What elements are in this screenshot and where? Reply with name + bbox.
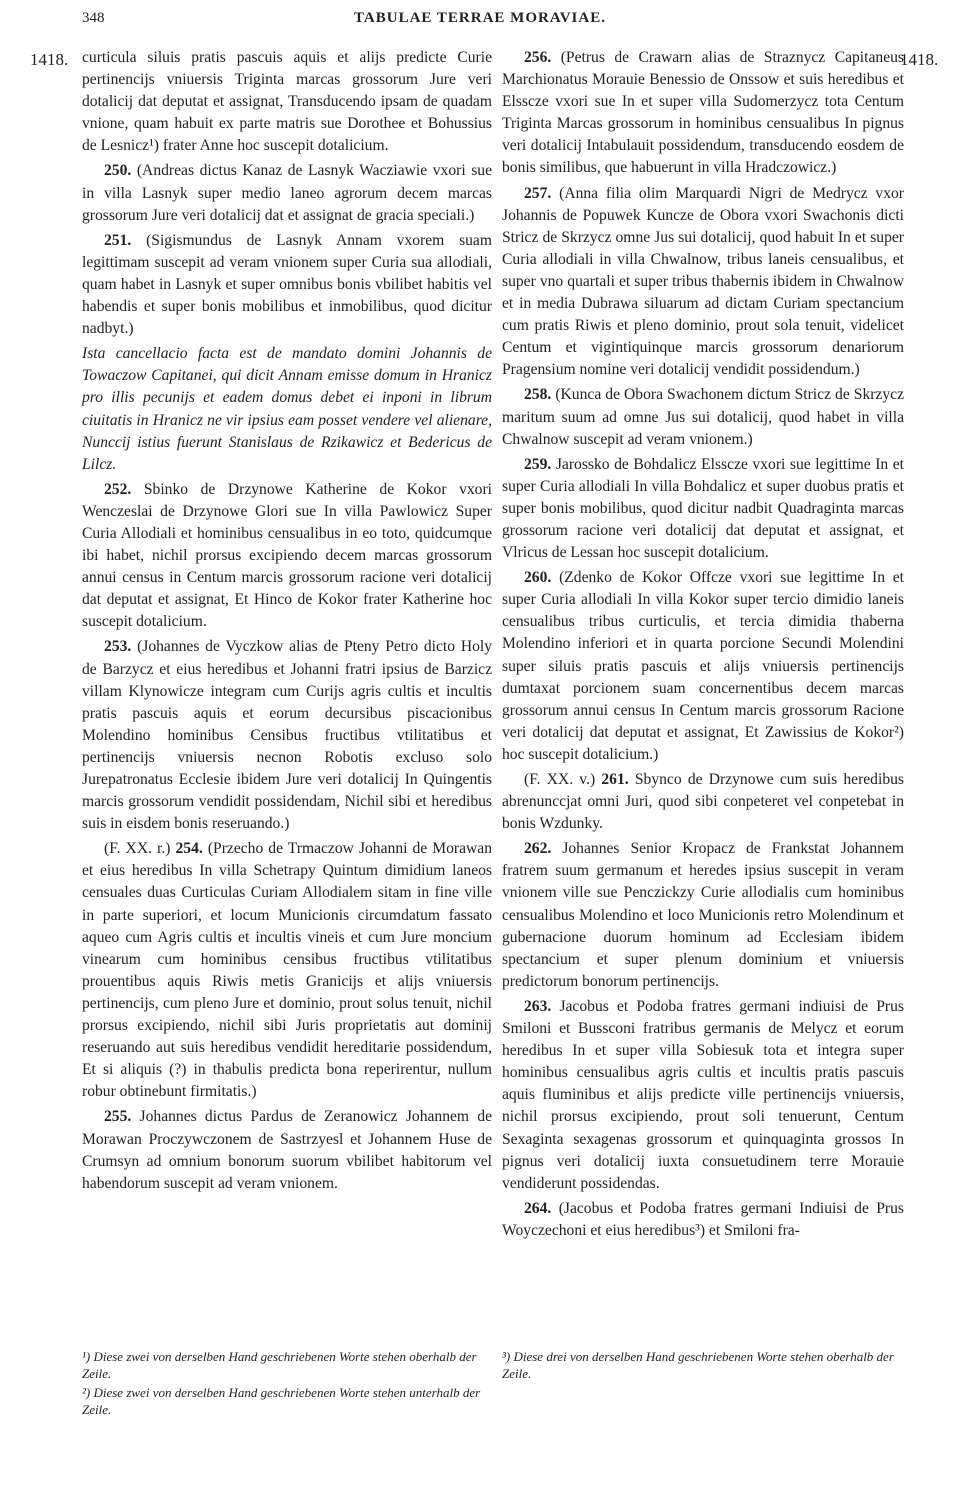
margin-year-left: 1418.	[30, 50, 69, 69]
entry-number: 250.	[104, 162, 132, 180]
entry-paragraph	[502, 996, 904, 1195]
footnote: ¹) Diese zwei von derselben Hand geschriebenen Worte stehen oberhalb der Zeile.	[82, 1349, 477, 1381]
entry-number: 264.	[524, 1199, 552, 1217]
entry-text: Johannes dictus Pardus de Zeranowicz Johannem de Morawan Proczywczonem de Sastrzyesl et Johannem Huse de Crumsyn ad omnium bonorum suorum vbilibet habitorum vel habendorum suscepit ad veram vnionem.	[82, 1108, 492, 1192]
entry-number: 257.	[524, 184, 552, 202]
left-text-column	[82, 47, 492, 1198]
entry-number: 260.	[524, 569, 552, 587]
entry-text: (Andreas dictus Kanaz de Lasnyk Wacziawie vxori sue in villa Lasnyk super medio laneo agrorum decem marcas grossorum Jure veri dotalicij dat et assignat de gracia speciali.)	[82, 162, 492, 224]
entry-text: curticula siluis pratis pascuis aquis et alijs predicte Curie pertinencijs vniuersis Triginta marcas grossorum Jure veri dotalicij dat deputat et assignat, Transducendo ipsam de quadam vnione, quam habuit ex parte matris sue Dorothee et Bohussius de Lesnicz¹) frater Anne hoc suscepit dotalicium.	[82, 49, 492, 155]
entry-number: 255.	[104, 1108, 132, 1126]
entry-number: 253.	[104, 638, 132, 656]
entry-text: (Kunca de Obora Swachonem dictum Stricz de Skrzycz maritum suum ad omne Jus sui dotalicij, quod habet in villa Chwalnow suscepit ad veram vnionem.)	[502, 386, 904, 448]
folio-reference: (F. XX. r.)	[104, 840, 171, 858]
entry-number: 258.	[524, 386, 552, 404]
margin-year-right: 1418.	[900, 50, 939, 69]
entry-text: (Anna filia olim Marquardi Nigri de Medrycz vxor Johannis de Popuwek Kuncze de Obora vxori Swachonis dicti Stricz de Skrzycz omne Jus sui dotalicij, quod habuit In et super Curia allodiali in villa Chwalnow, tribus laneis censualibus, et super vno quartali et super tribus thabernis ibidem in Chwalnow et in media Dubrawa siluarum ad dictam Curiam spectancium cum pratis Riwis et pleno dominio, prout sola tenuit, videlicet Centum et vigintiquinque marcis grossorum denariorum Pragensium nomine veri dotalicij vendidit possidendum.)	[502, 184, 904, 379]
entry-number: 261.	[601, 771, 629, 788]
entry-paragraph	[502, 384, 904, 450]
entry-paragraph	[82, 838, 492, 1103]
entry-number: 254.	[175, 840, 203, 858]
entry-paragraph	[502, 769, 904, 835]
entry-paragraph	[82, 160, 492, 226]
entry-text: Sbynco de Drzynowe cum suis heredibus abrenunccjat omni Juri, quod sibi conpeteret vel conpetebat in bonis Wzdunky.	[502, 771, 904, 833]
entry-number: 251.	[104, 231, 132, 249]
entry-text: (Johannes de Vyczkow alias de Pteny Petro dicto Holy de Barzycz et eius heredibus et Johanni fratri ipsius de Barzicz villam Klynowicze integram cum Curijs agris cultis et incultis pratis pascuis aquis et eorum decursibus piscacionibus Molendino hominibus Censibus fructibus vtilitatibus et pertinencijs vniuersis necnon Robotis excluso solo Jurepatronatus Ecclesie ibidem Jure veri dotalicij In Quingentis marcis grossorum vendidit possidendam, Nichil sibi et heredibus suis in eisdem bonis reseruando.)	[82, 638, 493, 833]
entry-text: Jarossko de Bohdalicz Elsscze vxori sue legittime In et super Curia allodiali In villa Bohdalicz et super duobus pratis et super bonis mobilibus, quod dicitur nadbit Quadraginta marcas grossorum racione veri dotalicij dat deputat et assignat, et Vlricus de Lessan hoc suscepit dotalicium.	[502, 455, 904, 562]
footnotes-left	[82, 1348, 492, 1420]
footnotes-right	[502, 1348, 904, 1384]
page-number: 348	[82, 10, 105, 26]
right-text-column	[502, 47, 904, 1245]
entry-text: Ista cancellacio facta est de mandato domini Johannis de Towaczow Capitanei, qui dicit Annam emisse domum in Hranicz pro illis pecunijs et eadem domus debet ei inponi in librum ciuitatis in Hranicz ne vir ipsius eam posset vendere vel alienare, Nunccij istius fuerunt Stanislaus de Rzikawicz et Bedericus de Lilcz.	[82, 345, 492, 473]
entry-text: (Przecho de Trmaczow Johanni de Morawan et eius heredibus In villa Schetrapy Quintum dimidium laneos censuales duas Curticulas Curiam Allodialem sitam in fine ville in parte superiori, et locum Municionis circumdatum fassato aqueo cum Agris cultis et incultis vineis et cum Jure moncium vinearum cum hominibus censibus fructibus vtilitatibus prouentibus aquis Riwis metis Granicijs et alijs vniuersis pertinencijs, cum pleno Jure et dominio, prout solus tenuit, nichil prorsus excipiendo, nichil sibi Juris proprietatis aut dominij reseruando aut suis heredibus vendidit hereditarie possidendum, Et si aliquis (?) in thabulis predicta bona reperirentur, nullum robur obtinebunt firmitatis.)	[82, 840, 493, 1101]
running-title: TABULAE TERRAE MORAVIAE.	[354, 10, 606, 26]
entry-number: 263.	[524, 997, 552, 1015]
entry-paragraph	[502, 183, 904, 382]
entry-paragraph	[82, 479, 492, 634]
entry-paragraph	[82, 636, 492, 835]
entry-text: (Jacobus et Podoba fratres germani Indiuisi de Prus Woyczechoni et eius heredibus³) et Smiloni fra-	[502, 1199, 904, 1239]
entry-text: Johannes Senior Kropacz de Frankstat Johannem fratrem suum germanum et heredes ipsius suscepit in veram vnionem ville sue Penczickzy Curie allodialis cum hominibus censualibus Molendino et loco Municionis retro Molendinum et gubernacione duorum hominum ad Ecclesiam ibidem spectancium et super plenum dominium et vniuersis predictorum bonorum pertinencijs.	[502, 840, 904, 990]
folio-reference: (F. XX. v.)	[524, 771, 596, 788]
entry-text: Jacobus et Podoba fratres germani indiuisi de Prus Smiloni et Bussconi fratribus germanis de Melycz et eorum heredibus In et super villa Sobiesuk tota et integra super hominibus censualibus agris cultis et incultis pratis pascuis aquis fluminibus et alijs predicte ville pertinencijs vniuersis, nichil prorsus excipiendo, prout soli tenuerunt, Centum Sexaginta sexagenas grossorum et quinquaginta grossos In pignus veri dotalicij iuxta consuetudinem terre Morauie vendiderunt possidendas.	[502, 997, 904, 1192]
entry-number: 262.	[524, 840, 552, 858]
entry-number: 259.	[524, 455, 552, 473]
continuation-paragraph	[82, 47, 492, 157]
entry-number: 256.	[524, 49, 552, 66]
entry-text: Sbinko de Drzynowe Katherine de Kokor vxori Wenczeslai de Drzynowe Glori sue In villa Pawlowicz Super Curia Allodiali et hominibus censualibus in eo toto, quidcumque ibi habet, nichil prorsus excipiendo decem marcas grossorum annui census in Centum marcis grossorum racione veri dotalicij dat deputat et assignat, Et Hinco de Kokor frater Katherine hoc suscepit dotalicium.	[82, 480, 492, 631]
entry-paragraph	[502, 838, 904, 993]
footnote: ³) Diese drei von derselben Hand geschriebenen Worte stehen oberhalb der Zeile.	[502, 1349, 894, 1381]
page-header	[0, 8, 960, 38]
entry-paragraph	[502, 454, 904, 564]
entry-text: (Petrus de Crawarn alias de Straznycz Capitaneus Marchionatus Morauie Benessio de Onssow et suis heredibus et Elsscze vxori sue In et super villa Sudomerzycz tota Centum Triginta Marcas grossorum in hominibus censualibus In pignus veri dotalicij Intabulauit possidendum, transducendo eosdem de bonis similibus, que habuerunt in villa Hradczowicz.)	[502, 49, 904, 177]
entry-text: (Zdenko de Kokor Offcze vxori sue legittime In et super Curia allodiali In villa Kokor super tercio dimidio laneis censualibus tribus curticulis, et tercia dimidia thaberna Molendino inferiori et in quarta porcione Secundi Molendini super siluis pratis pascuis et alijs vniuersis pertinencijs dumtaxat porcionem suam concernentibus decem marcas grossorum annui census In Centum marcis grossorum Racione veri dotalicij dat deputat et assignat, Et Zawissius de Kokor²) hoc suscepit dotalicium.)	[502, 569, 904, 763]
entry-number: 252.	[104, 480, 132, 498]
italic-note	[82, 343, 492, 476]
entry-paragraph	[82, 230, 492, 340]
entry-paragraph	[502, 47, 904, 180]
entry-paragraph	[502, 567, 904, 766]
entry-paragraph	[82, 1106, 492, 1194]
entry-paragraph	[502, 1198, 904, 1242]
entry-text: (Sigismundus de Lasnyk Annam vxorem suam legittimam suscepit ad veram vnionem super Curia sua allodiali, quam habet in Lasnyk et super omnibus bonis vbilibet habitis vel habendis et super bonis mobilibus et inmobilibus, quod dicitur nadbyt.)	[82, 231, 492, 338]
footnote: ²) Diese zwei von derselben Hand geschriebenen Worte stehen unterhalb der Zeile.	[82, 1385, 481, 1417]
